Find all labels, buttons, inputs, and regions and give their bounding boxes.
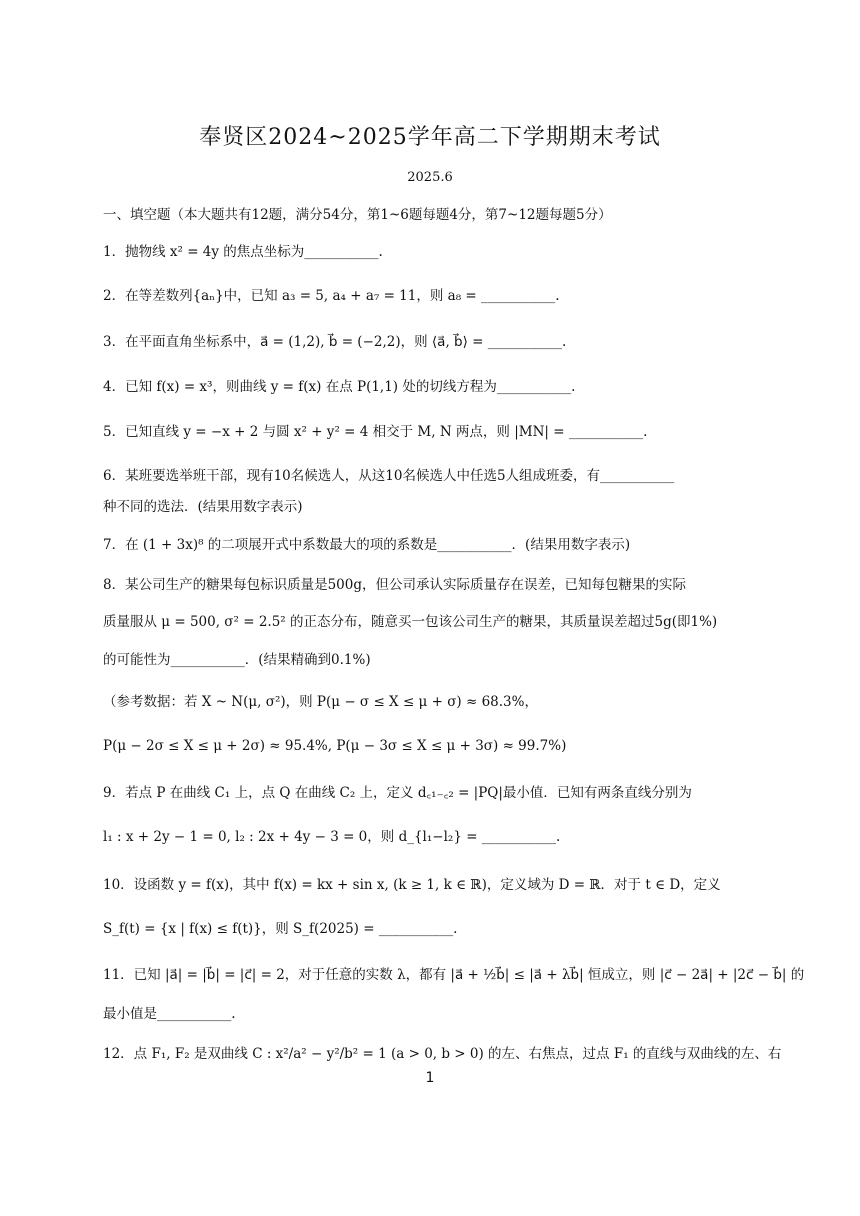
question-line: 8．某公司生产的糖果每包标识质量是500g，但公司承认实际质量存在误差，已知每包糖果的实际 <box>103 577 686 593</box>
question-line: 11．已知 |a⃗| = |b⃗| = |c⃗| = 2，对于任意的实数 λ，都有 |a⃗ + ½b⃗| ≤ |a⃗ + λb⃗| 恒成立，则 |c⃗ − 2a⃗| + |2c⃗ − b⃗| 的 <box>103 967 805 983</box>
question-line: 2．在等差数列{aₙ}中，已知 a₃ = 5, a₄ + a₇ = 11，则 a₈ = ___________. <box>103 288 560 304</box>
question-line: 质量服从 μ = 500, σ² = 2.5² 的正态分布，随意买一包该公司生产的糖果，其质量误差超过5g(即1%) <box>103 614 718 630</box>
question-line: P(μ − 2σ ≤ X ≤ μ + 2σ) ≈ 95.4%, P(μ − 3σ ≤ X ≤ μ + 3σ) ≈ 99.7%) <box>103 738 567 754</box>
question-line: 6．某班要选举班干部，现有10名候选人，从这10名候选人中任选5人组成班委，有___________ <box>103 468 675 484</box>
question-line: 5．已知直线 y = −x + 2 与圆 x² + y² = 4 相交于 M, N 两点，则 |MN| = ___________. <box>103 424 648 440</box>
question-line: 7．在 (1 + 3x)⁸ 的二项展开式中系数最大的项的系数是___________．(结果用数字表示) <box>103 537 631 553</box>
question-line: 12．点 F₁, F₂ 是双曲线 C : x²/a² − y²/b² = 1 (a > 0, b > 0) 的左、右焦点，过点 F₁ 的直线与双曲线的左、右 <box>103 1046 782 1062</box>
question-line: （参考数据：若 X ~ N(μ, σ²)，则 P(μ − σ ≤ X ≤ μ + σ) ≈ 68.3%， <box>103 694 538 710</box>
exam-title: 奉贤区2024~2025学年高二下学期期末考试 <box>199 125 661 150</box>
section-heading: 一、填空题（本大题共有12题，满分54分，第1~6题每题4分，第7~12题每题5分） <box>103 207 612 223</box>
question-line: l₁ : x + 2y − 1 = 0, l₂ : 2x + 4y − 3 = 0，则 d_{l₁−l₂} = ___________. <box>103 829 561 845</box>
page-number: 1 <box>425 1070 435 1086</box>
question-line: 4．已知 f(x) = x³，则曲线 y = f(x) 在点 P(1,1) 处的切线方程为___________. <box>103 379 576 395</box>
question-line: 3．在平面直角坐标系中，a⃗ = (1,2), b⃗ = (−2,2)，则 ⟨a⃗, b⃗⟩ = ___________. <box>103 334 567 350</box>
question-line: 的可能性为___________．(结果精确到0.1%) <box>103 652 371 668</box>
question-line: 9．若点 P 在曲线 C₁ 上，点 Q 在曲线 C₂ 上，定义 d꜀₁₋꜀₂ = |PQ|最小值．已知有两条直线分别为 <box>103 785 692 801</box>
question-line: 种不同的选法．(结果用数字表示) <box>103 499 303 515</box>
question-line: 10．设函数 y = f(x)，其中 f(x) = kx + sin x, (k ≥ 1, k ∈ ℝ)，定义域为 D = ℝ．对于 t ∈ D，定义 <box>103 877 721 893</box>
question-line: 最小值是___________. <box>103 1006 236 1022</box>
exam-date: 2025.6 <box>407 170 453 185</box>
question-line: 1．抛物线 x² = 4y 的焦点坐标为___________. <box>103 244 383 260</box>
question-line: S_f(t) = {x | f(x) ≤ f(t)}，则 S_f(2025) = ___________. <box>103 921 458 937</box>
